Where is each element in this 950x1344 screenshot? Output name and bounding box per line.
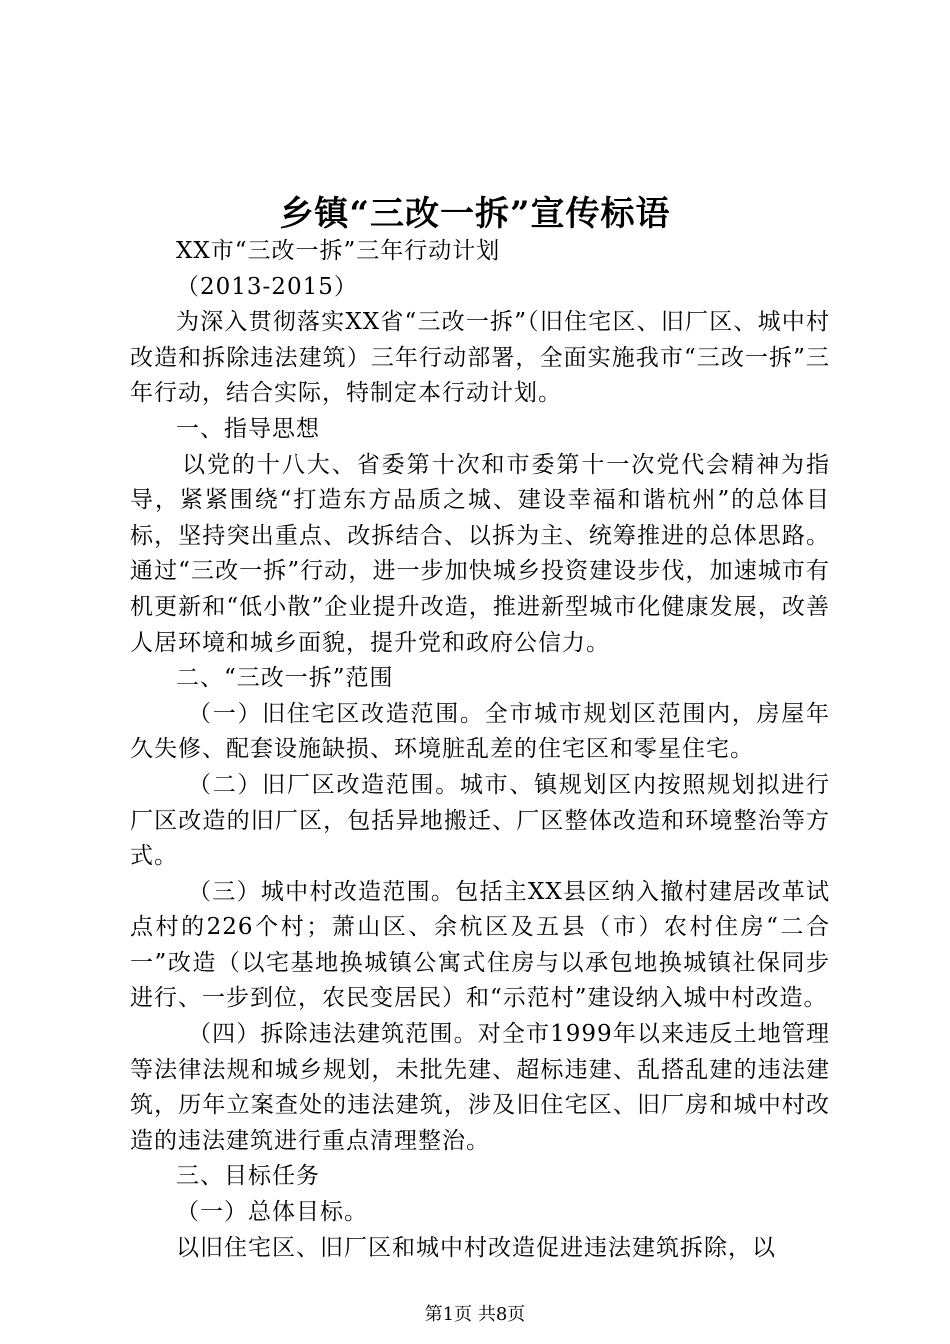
paragraph: 一、指导思想 (176, 415, 320, 442)
paragraph: （四）拆除违法建筑范围。对全市1999年以来违反土地管理等法律法规和城乡规划，未批先建、超标违建、乱搭乱建的违法建筑，历年立案查处的违法建筑，涉及旧住宅区、旧厂房和城中村改造的违法建筑进行重点清理整治。 (130, 1021, 830, 1154)
page-footer: 第1页 共8页 (424, 1304, 526, 1325)
paragraph: 二、“三改一拆”范围 (176, 665, 394, 692)
paragraph: （一）总体目标。 (176, 1199, 368, 1226)
paragraph: （三）城中村改造范围。包括主XX县区纳入撤村建居改革试点村的226个村；萧山区、余杭区及五县（市）农村住房“二合一”改造（以宅基地换城镇公寓式住房与以承包地换城镇社保同步进行、一步到位，农民变居民）和“示范村”建设纳入城中村改造。 (130, 878, 830, 1012)
paragraph: 以旧住宅区、旧厂区和城中村改造促进违法建筑拆除，以 (176, 1234, 776, 1261)
paragraph: （2013-2015） (176, 273, 358, 300)
paragraph: （二）旧厂区改造范围。城市、镇规划区内按照规划拟进行厂区改造的旧厂区，包括异地搬迁、厂区整体改造和环境整治等方式。 (130, 771, 830, 870)
paragraph: （一）旧住宅区改造范围。全市城市规划区范围内，房屋年久失修、配套设施缺损、环境脏乱差的住宅区和零星住宅。 (130, 700, 830, 763)
paragraph: 以党的十八大、省委第十次和市委第十一次党代会精神为指导，紧紧围绕“打造东方品质之城、建设幸福和谐杭州”的总体目标，坚持突出重点、改拆结合、以拆为主、统筹推进的总体思路。通过“三改一拆”行动，进一步加快城乡投资建设步伐，加速城市有机更新和“低小散”企业提升改造，推进新型城市化健康发展，改善人居环境和城乡面貌，提升党和政府公信力。 (130, 451, 830, 656)
paragraph: 三、目标任务 (176, 1163, 320, 1190)
document-title: 乡镇“三改一拆”宣传标语 (279, 194, 671, 234)
paragraph: XX市“三改一拆”三年行动计划 (176, 238, 501, 264)
document-body (130, 234, 830, 1266)
paragraph: 为深入贯彻落实XX省“三改一拆”（旧住宅区、旧厂区、城中村改造和拆除违法建筑）三年行动部署，全面实施我市“三改一拆”三年行动，结合实际，特制定本行动计划。 (130, 309, 830, 407)
